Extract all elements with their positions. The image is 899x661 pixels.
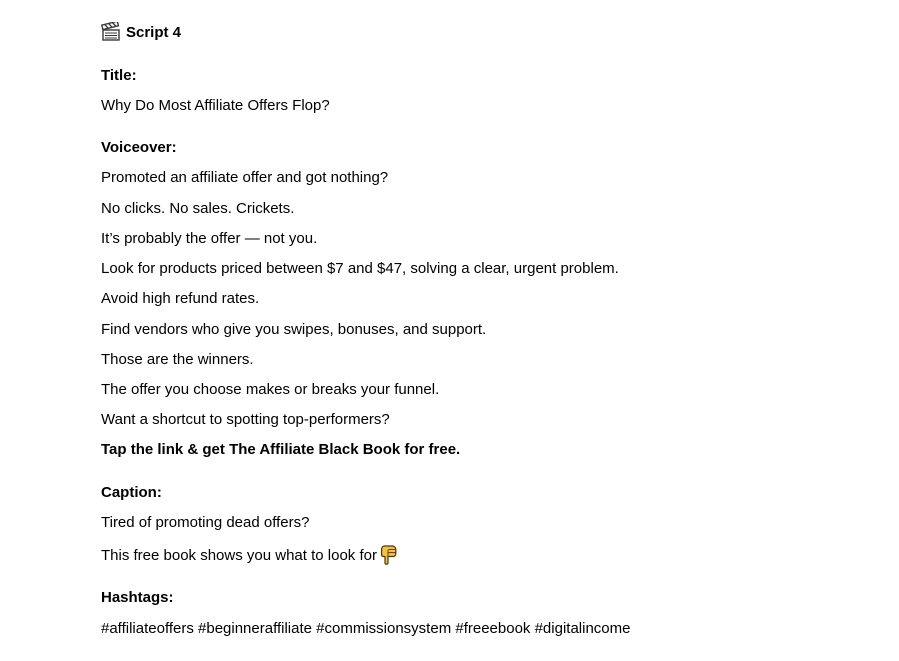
voiceover-line: Avoid high refund rates. — [101, 290, 260, 307]
script-heading-text: Script 4 — [126, 23, 182, 41]
pointing-down-hand-icon — [380, 545, 398, 565]
voiceover-cta: Tap the link & get The Affiliate Black Book for free. — [101, 441, 461, 458]
voiceover-line: Look for products priced between $7 and $47, solving a clear, urgent problem. — [101, 260, 619, 277]
voiceover-line: Find vendors who give you swipes, bonuses, and support. — [101, 321, 487, 338]
caption-label: Caption: — [101, 484, 162, 501]
title-label: Title: — [101, 67, 137, 84]
caption-line-with-icon — [101, 545, 398, 565]
voiceover-label: Voiceover: — [101, 139, 177, 156]
hashtags-label: Hashtags: — [101, 589, 174, 606]
voiceover-line: The offer you choose makes or breaks your funnel. — [101, 381, 440, 398]
hashtags-text: #affiliateoffers #beginneraffiliate #commissionsystem #freeebook #digitalincome — [101, 620, 631, 637]
voiceover-line: Promoted an affiliate offer and got nothing? — [101, 169, 389, 186]
caption-line: Tired of promoting dead offers? — [101, 514, 310, 531]
voiceover-line: It’s probably the offer — not you. — [101, 230, 318, 247]
script-heading — [101, 20, 181, 44]
voiceover-line: Want a shortcut to spotting top-performers? — [101, 411, 390, 428]
voiceover-line: Those are the winners. — [101, 351, 254, 368]
voiceover-line: No clicks. No sales. Crickets. — [101, 200, 295, 217]
caption-line: This free book shows you what to look for — [101, 547, 377, 564]
title-text: Why Do Most Affiliate Offers Flop? — [101, 97, 330, 114]
clapperboard-icon — [101, 22, 121, 42]
